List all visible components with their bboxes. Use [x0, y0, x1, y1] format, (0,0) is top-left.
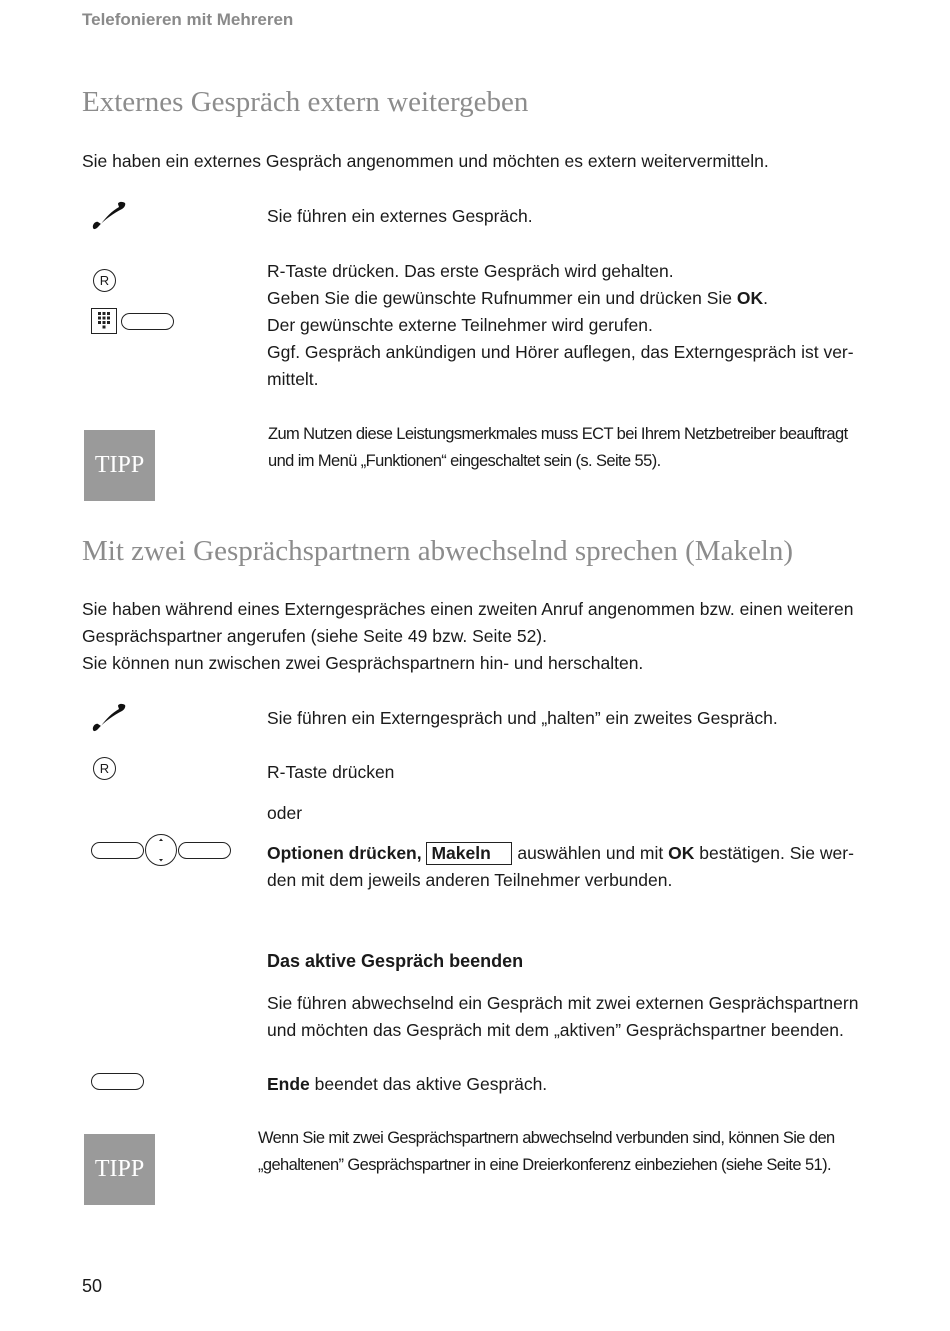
page-number: 50 [82, 1276, 103, 1296]
step-end-call: Ende beendet das aktive Gespräch. [267, 1074, 548, 1094]
step-line: Ggf. Gespräch ankündigen und Hörer auflegen, das Externgespräch ist ver- [267, 342, 854, 362]
ok-key-text: OK [668, 843, 695, 863]
right-soft-key-icon [178, 842, 231, 859]
or-text: oder [267, 803, 303, 823]
step-line: Geben Sie die gewünschte Rufnummer ein und drücken Sie OK. [267, 288, 768, 308]
left-soft-key-icon [91, 842, 144, 859]
ok-soft-key-icon [121, 313, 174, 330]
handset-icon [90, 702, 128, 734]
step-line: Der gewünschte externe Teilnehmer wird gerufen. [267, 315, 653, 335]
intro-line: Sie haben während eines Externgespräches einen zweiten Anruf angenommen bzw. einen weiteren [82, 599, 854, 619]
end-key-text: Ende [267, 1074, 310, 1094]
sub-line: Sie führen abwechselnd ein Gespräch mit zwei externen Gesprächspartnern [267, 993, 859, 1013]
step-line: R-Taste drücken. Das erste Gespräch wird gehalten. [267, 261, 674, 281]
end-soft-key-icon [91, 1073, 144, 1090]
step-holding-call: Sie führen ein Externgespräch und „halten” ein zweites Gespräch. [267, 708, 778, 728]
tip-badge: TIPP [84, 430, 155, 501]
tip-line: Wenn Sie mit zwei Gesprächspartnern abwechselnd verbunden sind, können Sie den [258, 1129, 835, 1147]
options-key-text: Optionen [267, 843, 344, 863]
running-header: Telefonieren mit Mehreren [82, 10, 294, 29]
intro-line: Sie können nun zwischen zwei Gesprächspartnern hin- und herschalten. [82, 653, 644, 673]
tip-text-conference [258, 1125, 888, 1179]
step-line: mittelt. [267, 369, 319, 389]
handset-icon [90, 200, 128, 232]
section-intro-transfer: Sie haben ein externes Gespräch angenommen und möchten es extern weitervermitteln. [82, 151, 769, 171]
step-transfer-instructions [267, 258, 867, 393]
step-press-r: R-Taste drücken [267, 762, 395, 782]
subheading-end-active-call: Das aktive Gespräch beenden [267, 951, 524, 971]
navigation-key-icon [145, 834, 177, 866]
tip-line: „gehaltenen” Gesprächspartner in eine Dreierkonferenz einbeziehen (siehe Seite 51). [258, 1156, 831, 1174]
keypad-icon [91, 308, 117, 334]
section-heading-transfer: Externes Gespräch extern weitergeben [82, 86, 529, 118]
step-external-call: Sie führen ein externes Gespräch. [267, 206, 533, 226]
step-options-makeln [267, 840, 867, 894]
intro-line: Gesprächspartner angerufen (siehe Seite 49 bzw. Seite 52). [82, 626, 547, 646]
tip-line: und im Menü „Funktionen“ eingeschaltet sein (s. Seite 55). [268, 452, 661, 470]
tip-line: Zum Nutzen diese Leistungsmerkmales muss ECT bei Ihrem Netzbetreiber beauftragt [268, 425, 848, 443]
tip-text-ect [268, 421, 888, 475]
options-suffix: drücken, [343, 843, 427, 863]
step-line: Optionen drücken, Makeln auswählen und mit OK bestätigen. Sie wer- [267, 843, 854, 863]
r-key-icon: R [93, 757, 116, 780]
section-heading-makeln: Mit zwei Gesprächspartnern abwechselnd sprechen (Makeln) [82, 535, 794, 567]
subsection-intro [267, 990, 867, 1044]
section-intro-makeln [82, 596, 882, 677]
sub-line: und möchten das Gespräch mit dem „aktiven” Gesprächspartner beenden. [267, 1020, 844, 1040]
ok-key-text: OK [736, 288, 764, 308]
tip-badge: TIPP [84, 1134, 155, 1205]
step-line: den mit dem jeweils anderen Teilnehmer verbunden. [267, 870, 673, 890]
makeln-display-box: Makeln [426, 842, 512, 865]
r-key-icon: R [93, 269, 116, 292]
